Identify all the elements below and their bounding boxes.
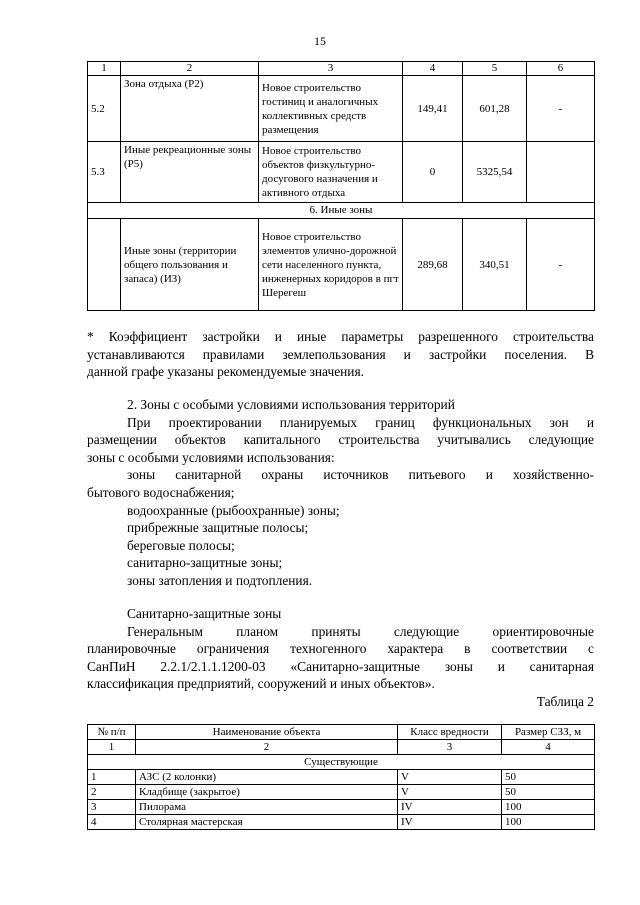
header-cell: 1 <box>88 62 121 76</box>
value-cell: 340,51 <box>463 219 527 311</box>
table-row <box>88 785 595 800</box>
list-item: береговые полосы; <box>127 537 235 553</box>
row-number: 5.3 <box>88 142 121 203</box>
hazard-class: V <box>398 770 502 785</box>
header-cell: 2 <box>121 62 259 76</box>
table-row <box>88 76 595 142</box>
szz-table <box>87 724 595 830</box>
header-cell: Класс вредности <box>398 725 502 740</box>
footnote-line: данной графе указаны рекомендуемые значения. <box>87 364 364 380</box>
zone-name: Иные зоны (территории общего пользования и запаса) (ИЗ) <box>121 219 259 311</box>
column-numbers-row <box>88 740 595 755</box>
paragraph-line: планировочные ограничения техногенного характера в соответствии с <box>87 641 594 657</box>
hazard-class: IV <box>398 800 502 815</box>
row-number: 4 <box>88 815 136 830</box>
table-row <box>88 770 595 785</box>
functional-zones-table <box>87 61 595 311</box>
paragraph-line: СанПиН 2.2.1/2.1.1.1200-03 «Санитарно-защитные зоны и санитарная <box>87 658 594 674</box>
column-number: 1 <box>88 740 136 755</box>
header-cell: 3 <box>259 62 403 76</box>
row-number: 1 <box>88 770 136 785</box>
zone-name: Зона отдыха (Р2) <box>121 76 259 142</box>
zone-purpose: Новое строительство гостиниц и аналогичных коллективных средств размещения <box>259 76 403 142</box>
szz-size: 50 <box>502 785 595 800</box>
list-item: санитарно-защитные зоны; <box>127 555 283 571</box>
object-name: АЗС (2 колонки) <box>136 770 398 785</box>
column-number: 3 <box>398 740 502 755</box>
value-cell <box>527 142 595 203</box>
column-number: 2 <box>136 740 398 755</box>
table-header-row <box>88 62 595 76</box>
paragraph-line: размещении объектов капитального строительства учитывались следующие <box>87 432 594 448</box>
row-number: 3 <box>88 800 136 815</box>
paragraph-line: зоны с особыми условиями использования: <box>87 449 335 465</box>
zone-name: Иные рекреационные зоны (Р5) <box>121 142 259 203</box>
value-cell: 601,28 <box>463 76 527 142</box>
list-item: прибрежные защитные полосы; <box>127 520 309 536</box>
row-number: 2 <box>88 785 136 800</box>
paragraph-line: классификация предприятий, сооружений и иных объектов». <box>87 676 435 692</box>
row-number: 5.2 <box>88 76 121 142</box>
zone-purpose: Новое строительство элементов улично-дорожной сети населенного пункта, инженерных коридоров в пгт Шерегеш <box>259 219 403 311</box>
table-row <box>88 219 595 311</box>
footnote-line: * Коэффициент застройки и иные параметры разрешенного строительства <box>87 329 594 344</box>
value-cell: 0 <box>403 142 463 203</box>
value-cell: - <box>527 219 595 311</box>
table-header-row <box>88 725 595 740</box>
header-cell: Размер СЗЗ, м <box>502 725 595 740</box>
hazard-class: IV <box>398 815 502 830</box>
section-title: 6. Иные зоны <box>88 203 595 219</box>
table-caption: Таблица 2 <box>536 693 594 709</box>
table-row <box>88 142 595 203</box>
section-row <box>88 203 595 219</box>
list-item: бытового водоснабжения; <box>87 484 235 500</box>
footnote <box>87 328 594 381</box>
szz-size: 100 <box>502 815 595 830</box>
zones-section <box>87 396 594 590</box>
group-row <box>88 755 595 770</box>
header-cell: Наименование объекта <box>136 725 398 740</box>
header-cell: 5 <box>463 62 527 76</box>
list-item: зоны затопления и подтопления. <box>127 572 313 588</box>
value-cell: 289,68 <box>403 219 463 311</box>
table-row <box>88 815 595 830</box>
paragraph-line: Генеральным планом приняты следующие ориентировочные <box>127 623 594 639</box>
header-cell: 4 <box>403 62 463 76</box>
page-number: 15 <box>314 34 326 48</box>
table-row <box>88 800 595 815</box>
footnote-line: устанавливаются правилами землепользования и застройки поселения. В <box>87 346 594 362</box>
object-name: Столярная мастерская <box>136 815 398 830</box>
value-cell: - <box>527 76 595 142</box>
szz-size: 50 <box>502 770 595 785</box>
list-item: зоны санитарной охраны источников питьевого и хозяйственно- <box>127 467 594 483</box>
szz-section <box>87 605 594 711</box>
row-number <box>88 219 121 311</box>
szz-size: 100 <box>502 800 595 815</box>
group-title: Существующие <box>88 755 595 770</box>
header-cell: № п/п <box>88 725 136 740</box>
object-name: Кладбище (закрытое) <box>136 785 398 800</box>
section-heading: 2. Зоны с особыми условиями использования территорий <box>127 397 455 412</box>
section-heading: Санитарно-защитные зоны <box>127 606 282 621</box>
paragraph-line: При проектировании планируемых границ функциональных зон и <box>127 414 594 430</box>
value-cell: 149,41 <box>403 76 463 142</box>
list-item: водоохранные (рыбоохранные) зоны; <box>127 502 340 518</box>
hazard-class: V <box>398 785 502 800</box>
column-number: 4 <box>502 740 595 755</box>
value-cell: 5325,54 <box>463 142 527 203</box>
object-name: Пилорама <box>136 800 398 815</box>
zone-purpose: Новое строительство объектов физкультурно-досугового назначения и активного отдыха <box>259 142 403 203</box>
header-cell: 6 <box>527 62 595 76</box>
